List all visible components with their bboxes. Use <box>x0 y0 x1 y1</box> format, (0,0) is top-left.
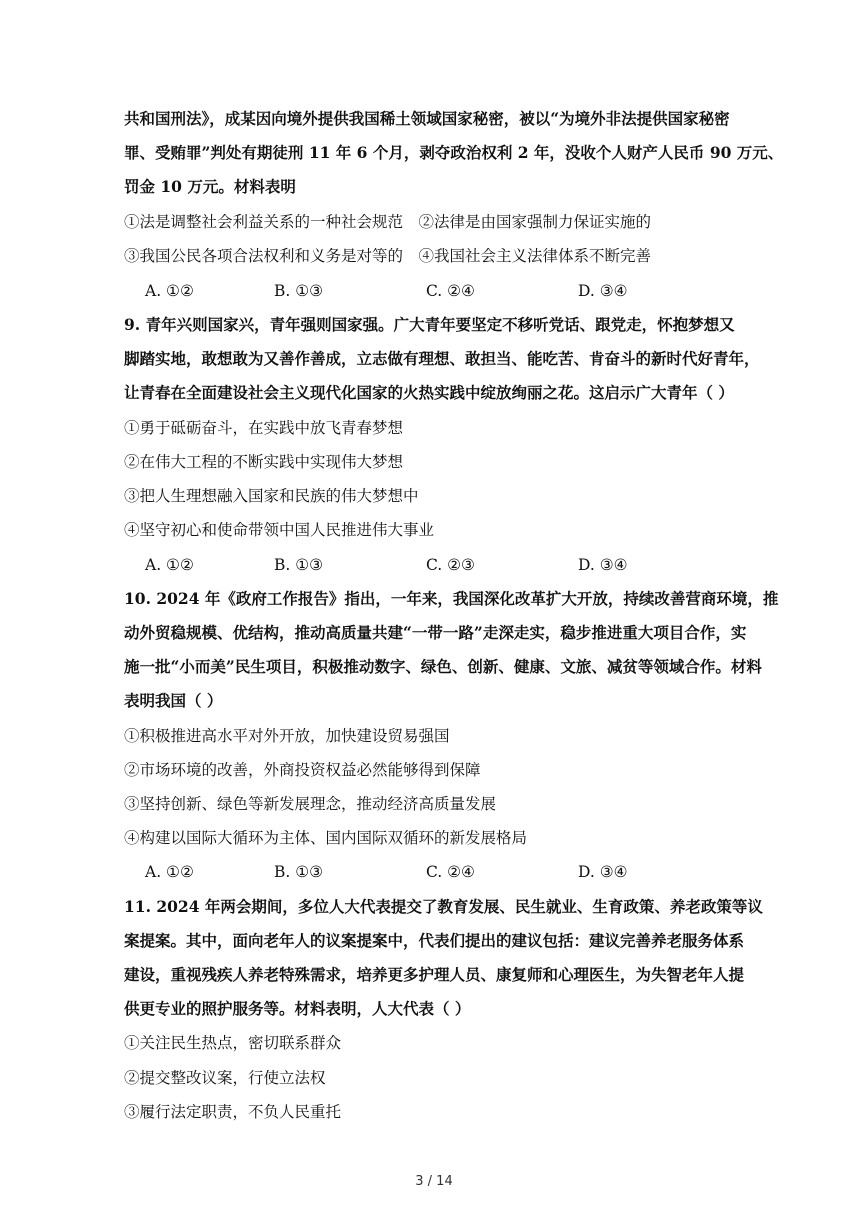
q10-option-d[interactable]: D. ③④ <box>578 863 628 881</box>
q11-statement-2: ②提交整改议案，行使立法权 <box>124 1069 326 1087</box>
q8-option-d[interactable]: D. ③④ <box>578 282 628 300</box>
q10-stem-line-4: 表明我国（ ） <box>124 691 223 710</box>
q9-statement-2: ②在伟大工程的不断实践中实现伟大梦想 <box>124 453 404 471</box>
q9-stem-line-3: 让青春在全面建设社会主义现代化国家的火热实践中绽放绚丽之花。这启示广大青年（ ） <box>124 383 734 402</box>
q10-statement-3: ③坚持创新、绿色等新发展理念，推动经济高质量发展 <box>124 795 497 813</box>
q11-statement-1: ①关注民生热点，密切联系群众 <box>124 1034 342 1052</box>
q8-stem-line-2: 罪、受贿罪”判处有期徒刑 11 年 6 个月，剥夺政治权利 2 年，没收个人财产人民币 90 万元、 <box>124 143 784 162</box>
q8-stem-line-1: 共和国刑法》，成某因向境外提供我国稀土领域国家秘密，被以“为境外非法提供国家秘密 <box>124 109 730 128</box>
q10-stem-line-3: 施一批“小而美”民生项目，积极推动数字、绿色、创新、健康、文旅、减贫等领域合作。材料 <box>124 657 762 676</box>
q10-option-c[interactable]: C. ②④ <box>426 863 475 881</box>
q11-stem-line-2: 案提案。其中，面向老年人的议案提案中，代表们提出的建议包括：建议完善养老服务体系 <box>124 931 745 950</box>
q10-option-a[interactable]: A. ①② <box>145 863 194 881</box>
q8-options <box>145 281 745 301</box>
q9-option-a[interactable]: A. ①② <box>145 556 194 574</box>
q9-option-d[interactable]: D. ③④ <box>578 556 628 574</box>
q10-option-b[interactable]: B. ①③ <box>274 863 324 881</box>
page-number: 3 / 14 <box>415 1174 453 1189</box>
q10-statement-4: ④构建以国际大循环为主体、国内国际双循环的新发展格局 <box>124 829 528 847</box>
q9-statement-4: ④坚守初心和使命带领中国人民推进伟大事业 <box>124 521 435 539</box>
q11-stem-line-4: 供更专业的照护服务等。材料表明，人大代表（ ） <box>124 999 471 1018</box>
q8-statements-row-2: ③我国公民各项合法权利和义务是对等的 ④我国社会主义法律体系不断完善 <box>124 247 652 265</box>
q11-statement-3: ③履行法定职责，不负人民重托 <box>124 1103 342 1121</box>
q10-statement-2: ②市场环境的改善，外商投资权益必然能够得到保障 <box>124 761 481 779</box>
q9-options <box>145 555 745 575</box>
q8-option-b[interactable]: B. ①③ <box>274 282 324 300</box>
q8-option-a[interactable]: A. ①② <box>145 282 194 300</box>
q11-stem-line-1: 11. 2024 年两会期间，多位人大代表提交了教育发展、民生就业、生育政策、养老政策等议 <box>124 897 763 916</box>
q10-options <box>145 862 745 882</box>
q9-statement-1: ①勇于砥砺奋斗，在实践中放飞青春梦想 <box>124 419 404 437</box>
q8-stem-line-3: 罚金 10 万元。材料表明 <box>124 177 296 196</box>
q10-statement-1: ①积极推进高水平对外开放，加快建设贸易强国 <box>124 727 450 745</box>
q10-stem-line-1: 10. 2024 年《政府工作报告》指出，一年来，我国深化改革扩大开放，持续改善营商环境，推 <box>124 589 779 608</box>
q9-option-c[interactable]: C. ②③ <box>426 556 475 574</box>
q8-statements-row-1: ①法是调整社会利益关系的一种社会规范 ②法律是由国家强制力保证实施的 <box>124 213 652 231</box>
q9-statement-3: ③把人生理想融入国家和民族的伟大梦想中 <box>124 487 419 505</box>
q10-stem-line-2: 动外贸稳规模、优结构，推动高质量共建“一带一路”走深走实，稳步推进重大项目合作，实 <box>124 623 747 642</box>
q9-stem-line-2: 脚踏实地，敢想敢为又善作善成，立志做有理想、敢担当、能吃苦、肯奋斗的新时代好青年， <box>124 349 760 368</box>
q9-option-b[interactable]: B. ①③ <box>274 556 324 574</box>
q8-option-c[interactable]: C. ②④ <box>426 282 475 300</box>
q11-stem-line-3: 建设，重视残疾人养老特殊需求，培养更多护理人员、康复师和心理医生，为失智老年人提 <box>124 965 745 984</box>
q9-stem-line-1: 9. 青年兴则国家兴，青年强则国家强。广大青年要坚定不移听党话、跟党走，怀抱梦想又 <box>124 315 735 334</box>
